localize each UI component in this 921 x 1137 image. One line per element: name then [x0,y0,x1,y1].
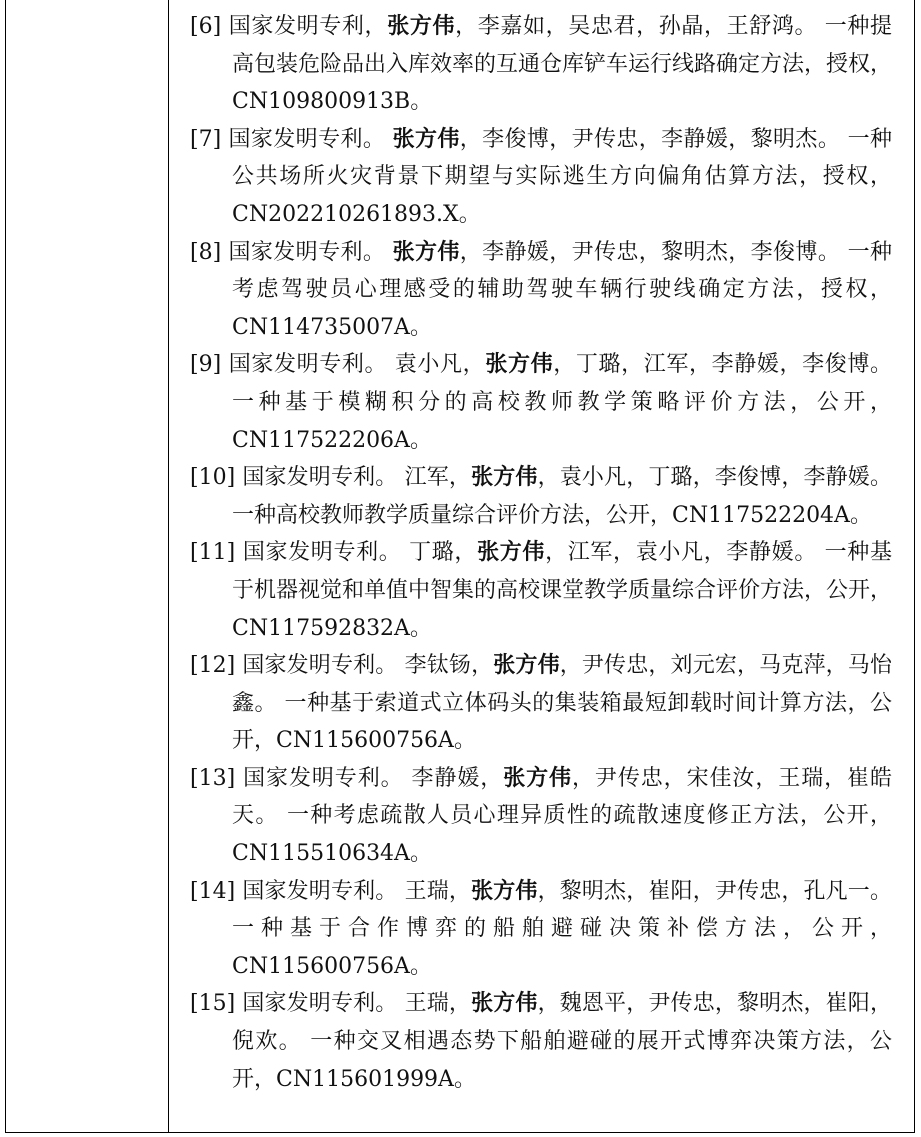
highlighted-author: 张方伟 [471,990,538,1017]
highlighted-author: 张方伟 [471,464,538,491]
highlighted-author: 张方伟 [503,764,572,791]
reference-list [190,8,892,1098]
highlighted-author: 张方伟 [392,238,460,265]
reference-item: [6] 国家发明专利，张方伟，李嘉如，吴忠君，孙晶，王舒鸿。 一种提高包装危险品出入库效率的互通仓库铲车运行线路确定方法，授权，CN109800913B。 [190,13,893,115]
reference-item: [13] 国家发明专利。 李静媛，张方伟，尹传忠，宋佳汝，王瑞，崔皓天。 一种考虑疏散人员心理异质性的疏散速度修正方法，公开，CN115510634A。 [190,764,892,867]
reference-item: [15] 国家发明专利。 王瑞，张方伟，魏恩平，尹传忠，黎明杰，崔阳，倪欢。 一种交叉相遇态势下船舶避碰的展开式博弈决策方法，公开，CN115601999A。 [190,990,892,1092]
reference-item: [7] 国家发明专利。 张方伟，李俊博，尹传忠，李静媛，黎明杰。 一种公共场所火灾背景下期望与实际逃生方向偏角估算方法，授权，CN202210261893.X。 [190,125,892,227]
highlighted-author: 张方伟 [493,652,560,679]
column-divider [168,0,169,1133]
reference-item: [12] 国家发明专利。 李钛钖，张方伟，尹传忠，刘元宏，马克萍，马怡鑫。 一种基于索道式立体码头的集装箱最短卸载时间计算方法，公开，CN115600756A。 [190,652,892,754]
highlighted-author: 张方伟 [485,351,554,378]
reference-item: [14] 国家发明专利。 王瑞，张方伟，黎明杰，崔阳，尹传忠，孔凡一。 一种基于合作博弈的船舶避碰决策补偿方法，公开，CN115600756A。 [190,877,892,979]
reference-item: [10] 国家发明专利。 江军，张方伟，袁小凡，丁璐，李俊博，李静媛。 一种高校教师教学质量综合评价方法，公开，CN117522204A。 [190,464,892,528]
highlighted-author: 张方伟 [477,539,546,566]
highlighted-author: 张方伟 [387,13,456,39]
highlighted-author: 张方伟 [471,877,538,904]
reference-item: [8] 国家发明专利。 张方伟，李静媛，尹传忠，黎明杰，李俊博。 一种考虑驾驶员心理感受的辅助驾驶车辆行驶线确定方法，授权，CN114735007A。 [190,238,892,340]
highlighted-author: 张方伟 [392,125,460,152]
reference-item: [9] 国家发明专利。 袁小凡，张方伟，丁璐，江军，李静媛，李俊博。 一种基于模糊积分的高校教师教学策略评价方法，公开，CN117522206A。 [190,351,892,453]
reference-item: [11] 国家发明专利。 丁璐，张方伟，江军，袁小凡，李静媛。 一种基于机器视觉和单值中智集的高校课堂教学质量综合评价方法，公开，CN117592832A。 [190,539,893,641]
